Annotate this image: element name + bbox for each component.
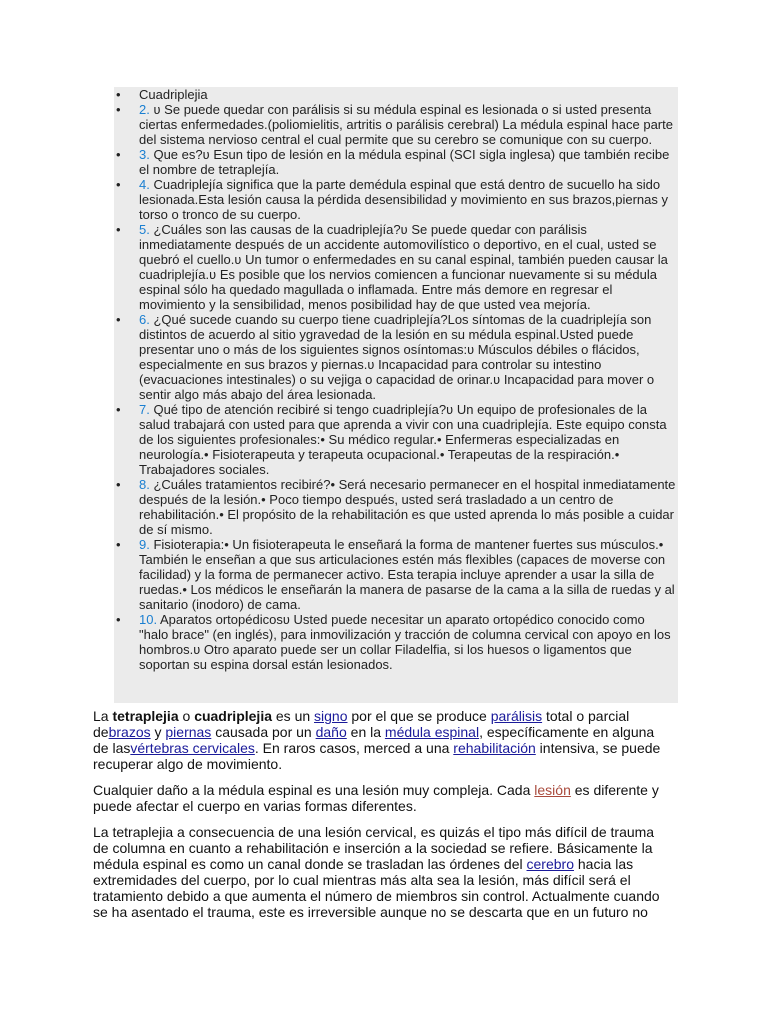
list-item-number: 4. xyxy=(139,177,150,192)
link-rehabilitacion[interactable]: rehabilitación xyxy=(453,740,536,756)
list-item-number: 8. xyxy=(139,477,150,492)
link-dano[interactable]: daño xyxy=(315,724,347,740)
lesion-paragraph: Cualquier daño a la médula espinal es una lesión muy compleja. Cada lesión es diferente y puede afectar el cuerpo en varias formas diferentes. xyxy=(93,782,659,814)
link-brazos[interactable]: brazos xyxy=(108,724,151,740)
link-medula-espinal[interactable]: médula espinal xyxy=(384,724,480,740)
article-body xyxy=(93,708,669,930)
list-item xyxy=(139,177,677,222)
link-piernas[interactable]: piernas xyxy=(165,724,212,740)
list-item-text: ¿Cuáles tratamientos recibiré?• Será necesario permanecer en el hospital inmediatamente después de la lesión.• Poco tiempo después, usted será trasladado a un centro de rehabilitación.• El propósito de la rehabilitación es que usted aprenda lo más posible a cuidar de sí mismo. xyxy=(139,477,676,537)
numbered-list xyxy=(139,87,677,672)
list-item xyxy=(139,537,677,612)
list-item xyxy=(139,222,677,312)
list-item-number: 10. xyxy=(139,612,158,627)
list-item-text: Aparatos ortopédicosʋ Usted puede necesitar un aparato ortopédico conocido como "halo brace" (en inglés), para inmovilización y tracción de columna cervical con apoyo en los hombros.ʋ Otro aparato puede ser un collar Filadelfia, si los huesos o ligamentos que soportan su espina dorsal están lesionados. xyxy=(139,612,671,672)
list-item-number: 2. xyxy=(139,102,150,117)
link-cerebro[interactable]: cerebro xyxy=(526,856,574,872)
list-item xyxy=(139,402,677,477)
list-item-text: Fisioterapia:• Un fisioterapeuta le enseñará la forma de mantener fuertes sus músculos.• También le enseñan a que sus articulaciones estén más flexibles (capaces de moverse con facilidad) y la forma de permanecer activo. Esta terapia incluye aprender a usar la silla de ruedas.• Los médicos le enseñarán la manera de pasarse de la cama a la silla de ruedas y al sanitario (inodoro) de cama. xyxy=(139,537,675,612)
list-item-number: 3. xyxy=(139,147,150,162)
link-signo[interactable]: signo xyxy=(314,708,348,724)
term-cuadriplejia: cuadriplejia xyxy=(194,708,272,724)
list-item xyxy=(139,87,677,102)
list-item-text: Cuadriplejia xyxy=(139,87,208,102)
link-vertebras-cervicales[interactable]: vértebras cervicales xyxy=(130,740,255,756)
list-item-number: 7. xyxy=(139,402,150,417)
list-item xyxy=(139,147,677,177)
intro-paragraph: La tetraplejia o cuadriplejia es un signo por el que se produce parálisis total o parcial debrazos y piernas causada por un daño en la médula espinal, específicamente en alguna de lasvértebras cervicales. En raros casos, merced a una rehabilitación intensiva, se puede recuperar algo de movimiento. xyxy=(93,708,661,772)
list-item-text: Que es?ʋ Esun tipo de lesión en la médula espinal (SCI sigla inglesa) que también recibe el nombre de tetraplejía. xyxy=(139,147,670,177)
list-item xyxy=(139,477,677,537)
term-tetraplejia: tetraplejia xyxy=(112,708,179,724)
list-item xyxy=(139,312,677,402)
list-item-number: 5. xyxy=(139,222,150,237)
list-item-text: Qué tipo de atención recibiré si tengo cuadriplejía?ʋ Un equipo de profesionales de la salud trabajará con usted para que aprenda a vivir con una cuadriplejía. Este equipo consta de los siguientes profesionales:• Su médico regular.• Enfermeras especializadas en neurología.• Fisioterapeuta y terapeuta ocupacional.• Terapeutas de la respiración.• Trabajadores sociales. xyxy=(139,402,667,477)
list-item-text: ¿Qué sucede cuando su cuerpo tiene cuadriplejía?Los síntomas de la cuadriplejía son distintos de acuerdo al sitio ygravedad de la lesión en su médula espinal.Usted puede presentar uno o más de los siguientes signos osíntomas:ʋ Músculos débiles o flácidos, especialmente en sus brazos y piernas.ʋ Incapacidad para controlar su intestino (evacuaciones intestinales) o su vejiga o capacidad de orinar.ʋ Incapacidad para mover o sentir algo más abajo del área lesionada. xyxy=(139,312,655,402)
list-item-text: ʋ Se puede quedar con parálisis si su médula espinal es lesionada o si usted presenta ciertas enfermedades.(poliomielitis, artritis o parálisis cerebral) La médula espinal hace parte del sistema nervioso central el cual permite que su cerebro se comunique con su cuerpo. xyxy=(139,102,673,147)
list-item-text: Cuadriplejía significa que la parte demédula espinal que está dentro de sucuello ha sido lesionada.Esta lesión causa la pérdida desensibilidad y movimiento en sus brazos,piernas y torso o tronco de su cuerpo. xyxy=(139,177,668,222)
list-item xyxy=(139,102,677,147)
list-item-number: 9. xyxy=(139,537,150,552)
list-item-text: ¿Cuáles son las causas de la cuadriplejía?ʋ Se puede quedar con parálisis inmediatamente después de un accidente automovilístico o deportivo, en el cual, usted se quebró el cuello.ʋ Un tumor o enfermedades en su canal espinal, también pueden causar la cuadriplejía.ʋ Es posible que los nervios comiencen a funcionar nuevamente si su médula espinal sólo ha quedado magullada o inflamada. Entre más demore en regresar el movimiento y la sensibilidad, menos posibilidad hay de que usted vea mejoría. xyxy=(139,222,668,312)
list-item xyxy=(139,612,677,672)
link-paralisis[interactable]: parálisis xyxy=(490,708,543,724)
link-lesion[interactable]: lesión xyxy=(534,782,571,798)
list-item-number: 6. xyxy=(139,312,150,327)
trauma-paragraph: La tetraplejia a consecuencia de una lesión cervical, es quizás el tipo más difícil de trauma de columna en cuanto a rehabilitación e inserción a la sociedad se refiere. Básicamente la médula espinal es como un canal donde se trasladan las órdenes del cerebro hacia las extremidades del cuerpo, por lo cual mientras más alta sea la lesión, más difícil será el tratamiento debido a que aumenta el número de miembros sin control. Actualmente cuando se ha asentado el trauma, este es irreversible aunque no se descarta que en un futuro no xyxy=(93,824,660,920)
